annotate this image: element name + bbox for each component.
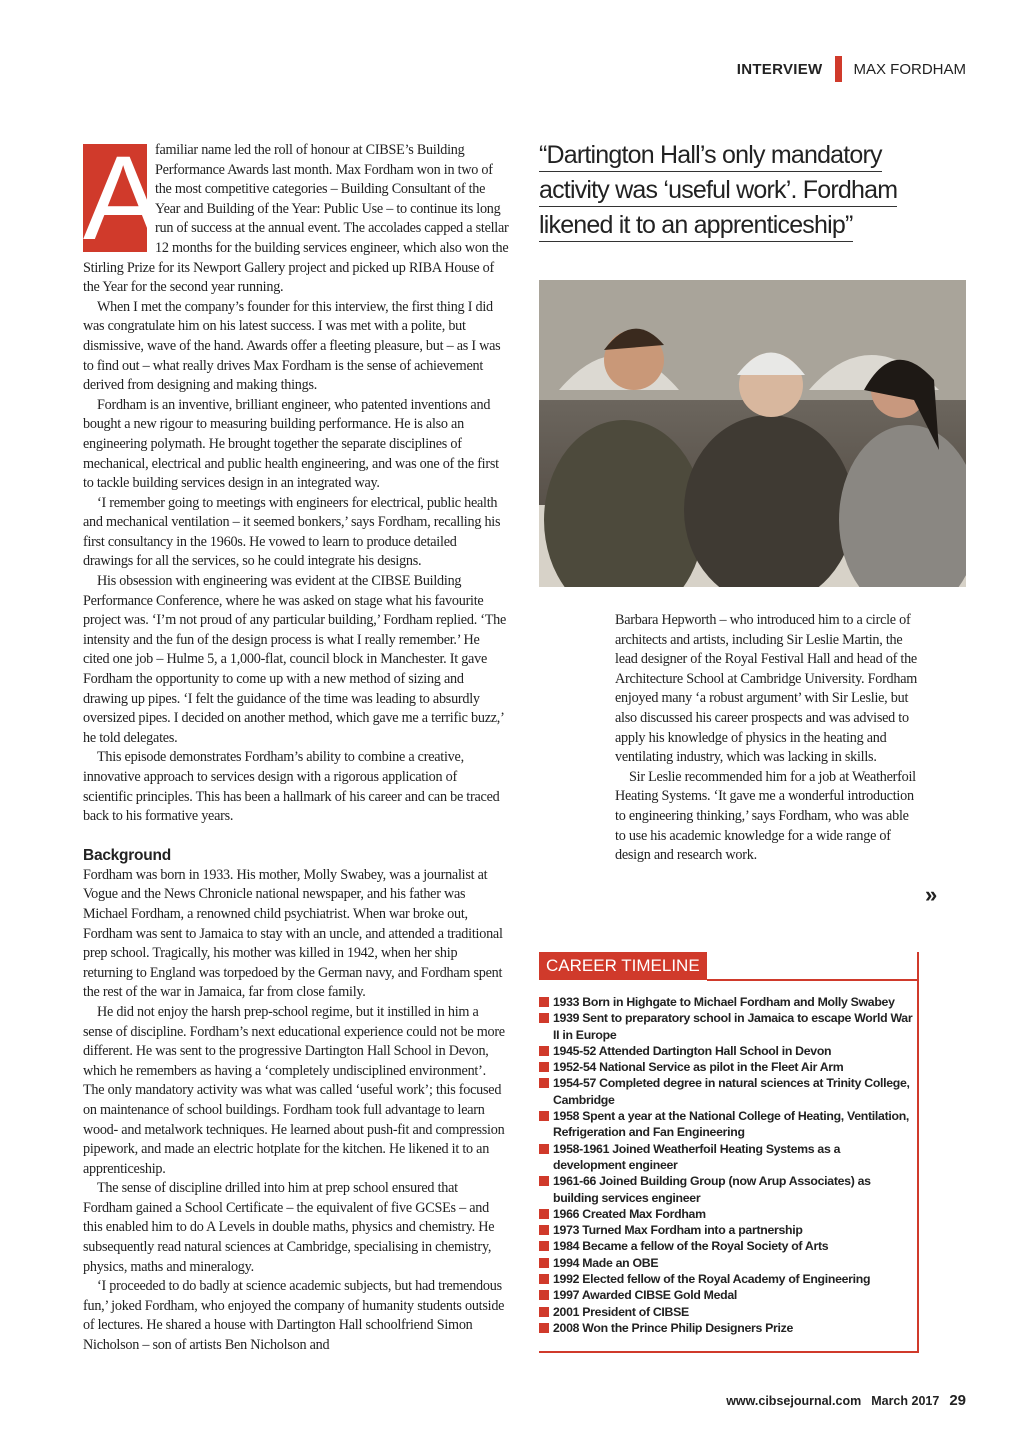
paragraph: When I met the company’s founder for this interview, the first thing I did was congratulate him on his latest success. I was met with a polite, but dismissive, wave of the hand. Awards offer a fleeting pleasure, but – as I was to find out – what really drives Max Fordham is the sense of achievement derived from designing and making things. [83, 298, 501, 394]
pull-quote [539, 138, 924, 243]
bullet-square-icon [539, 1274, 549, 1284]
paragraph: Fordham is an inventive, brilliant engineer, who patented inventions and bought a new rigour to measuring building performance. He is also an engineering polymath. He brought together the separate disciplines of mechanical, electrical and public health engineering, and was one of the first to tackle building services design in an integrated way. [83, 396, 499, 492]
timeline-item [539, 1206, 915, 1222]
article-left-column [83, 131, 509, 1356]
bullet-square-icon [539, 1062, 549, 1072]
continue-arrow-icon: » [925, 882, 938, 907]
bullet-square-icon [539, 1111, 549, 1121]
paragraph: This episode demonstrates Fordham’s ability to combine a creative, innovative approach to services design with a rigorous application of scientific principles. This has been a hallmark of his career and can be traced back to his formative years. [83, 749, 500, 825]
bullet-square-icon [539, 1176, 549, 1186]
timeline-item [539, 1010, 915, 1043]
timeline-item [539, 1304, 915, 1320]
paragraph: ‘I remember going to meetings with engineers for electrical, public health and mechanical ventilation – it seemed bonkers,’ says Fordham, recalling his first consultancy in the 1960s. He vowed to learn to produce detailed drawings for all the services, so he could integrate his designs. [83, 494, 501, 570]
timeline-item [539, 1075, 915, 1108]
photo-illustration [539, 280, 966, 587]
bullet-square-icon [539, 1290, 549, 1300]
timeline-title: CAREER TIMELINE [539, 952, 707, 980]
timeline-item [539, 1173, 915, 1206]
bullet-square-icon [539, 1225, 549, 1235]
page-header [737, 56, 966, 82]
pull-quote-line: likened it to an apprenticeship” [539, 211, 853, 242]
subject-label: MAX FORDHAM [853, 60, 966, 78]
timeline-item-text: 1939 Sent to preparatory school in Jamaica to escape World War II in Europe [553, 1011, 913, 1042]
timeline-item [539, 1108, 915, 1141]
section-label: INTERVIEW [736, 60, 823, 78]
bullet-square-icon [539, 1241, 549, 1251]
bullet-square-icon [539, 1013, 549, 1023]
paragraph: He did not enjoy the harsh prep-school regime, but it instilled in him a sense of discipline. Fordham’s next educational experience could not be more different. He was sent to the progressive Dartington Hall School in Devon, which he remembers as having a ‘completely undisciplined environment’. The only mandatory activity was what was called ‘useful work’; this focused on maintenance of school buildings. Fordham took full advantage to learn wood- and metalwork techniques. He learned about push-fit and compression pipework, and made an electric hotplate for the kitchen. He likened it to an apprenticeship. [83, 1003, 505, 1177]
bullet-square-icon [539, 1307, 549, 1317]
timeline-item [539, 994, 915, 1010]
timeline-item-text: 2001 President of CIBSE [553, 1304, 689, 1319]
timeline-item-text: 1966 Created Max Fordham [553, 1206, 706, 1221]
paragraph: The sense of discipline drilled into him at prep school ensured that Fordham gained a School Certificate – the equivalent of five GCSEs – and this enabled him to do A Levels in double maths, physics and chemistry. He subsequently read natural sciences at Cambridge, specialising in chemistry, physics, maths and mineralogy. [83, 1180, 495, 1275]
bullet-square-icon [539, 1078, 549, 1088]
paragraph: Fordham was born in 1933. His mother, Molly Swabey, was a journalist at Vogue and the News Chronicle national newspaper, and his father was Michael Fordham, a renowned child psychiatrist. When war broke out, Fordham was sent to Jamaica to stay with an uncle, and attended a traditional prep school. Tragically, his mother was killed in 1942, when her ship returning to England was torpedoed by the German navy, and Fordham spent the rest of the war in Jamaica, far from close family. [83, 866, 503, 1001]
paragraph: ‘I proceeded to do badly at science academic subjects, but had tremendous fun,’ joked Fordham, who enjoyed the company of humanity students outside of lectures. He shared a house with Dartington Hall schoolfriend Simon Nicholson – son of artists Ben Nicholson and [83, 1278, 505, 1354]
timeline-item-text: 1997 Awarded CIBSE Gold Medal [553, 1288, 738, 1303]
timeline-item-text: 1945-52 Attended Dartington Hall School in Devon [553, 1043, 832, 1058]
timeline-rule [707, 979, 917, 981]
footer-date: March 2017 [871, 1394, 940, 1408]
timeline-item-text: 1958 Spent a year at the National College of Heating, Ventilation, Refrigeration and Fan Engineering [553, 1109, 910, 1140]
bullet-square-icon [539, 1046, 549, 1056]
page-number: 29 [949, 1392, 966, 1409]
paragraph: His obsession with engineering was evident at the CIBSE Building Performance Conference, where he was asked on stage what his favourite project was. ‘I’m not proud of any particular building,’ Fordham replied. ‘The intensity and the fun of the design process is what I really remember.’ He cited one job – Hulme 5, a 1,000-flat, council block in Manchester. It gave Fordham the opportunity to come up with a new method of sizing and drawing up pipes. ‘I felt the guidance of the time was leading to absurdly oversized pipes. I decided on another method, which gave me a terrific buzz,’ he told delegates. [83, 573, 507, 746]
article-right-column [615, 611, 921, 866]
timeline-item-text: 1994 Made an OBE [553, 1255, 659, 1270]
timeline-item-text: 1954-57 Completed degree in natural sciences at Trinity College, Cambridge [553, 1076, 910, 1107]
bullet-square-icon [539, 1209, 549, 1219]
paragraph: Sir Leslie recommended him for a job at Weatherfoil Heating Systems. ‘It gave me a wonderful introduction to engineering thinking,’ says Fordham, who was able to use his academic knowledge for a wide range of design and research work. [615, 768, 916, 864]
pull-quote-line: activity was ‘useful work’. Fordham [539, 176, 897, 207]
section-heading: Background [83, 846, 171, 864]
timeline-item [539, 1141, 915, 1174]
header-divider [835, 56, 842, 82]
bullet-square-icon [539, 1323, 549, 1333]
timeline-item [539, 1271, 915, 1287]
timeline-item [539, 1238, 915, 1254]
timeline-item-text: 1952-54 National Service as pilot in the Fleet Air Arm [553, 1060, 844, 1075]
pull-quote-line: “Dartington Hall’s only mandatory [539, 141, 882, 172]
article-photo [539, 280, 966, 587]
timeline-item [539, 1287, 915, 1303]
timeline-item-text: 1984 Became a fellow of the Royal Society of Arts [553, 1239, 829, 1254]
timeline-list [539, 994, 915, 1336]
timeline-item [539, 1320, 915, 1336]
timeline-item-text: 1958-1961 Joined Weatherfoil Heating Systems as a development engineer [553, 1141, 841, 1172]
timeline-item-text: 1961-66 Joined Building Group (now Arup Associates) as building services engineer [553, 1174, 871, 1205]
timeline-item-text: 1933 Born in Highgate to Michael Fordham and Molly Swabey [553, 995, 895, 1009]
timeline-item-text: 2008 Won the Prince Philip Designers Prize [553, 1320, 794, 1335]
career-timeline-box [539, 952, 919, 1353]
timeline-item [539, 1043, 915, 1059]
timeline-item [539, 1255, 915, 1271]
paragraph: Barbara Hepworth – who introduced him to a circle of architects and artists, including Sir Leslie Martin, the lead designer of the Royal Festival Hall and head of the Architecture School at Cambridge University. Fordham enjoyed many ‘a robust argument’ with Sir Leslie, but also discussed his career prospects and was advised to apply his knowledge of physics in the heating and ventilating industry, which was lacking in skills. [615, 612, 918, 766]
drop-cap: A [83, 131, 163, 265]
timeline-item [539, 1059, 915, 1075]
bullet-square-icon [539, 997, 549, 1007]
paragraph: familiar name led the roll of honour at CIBSE’s Building Performance Awards last month. Max Fordham won in two of the most competitive categories – Building Consultant of the Year and Building of the Year: Public Use – to continue its long run of success at the annual event. The accolades capped a stellar 12 months for the building services engineer, which also won the Stirling Prize for its Newport Gallery project and picked up RIBA House of the Year for the second year running. [83, 142, 509, 296]
bullet-square-icon [539, 1258, 549, 1268]
timeline-item [539, 1222, 915, 1238]
page-footer [726, 1392, 966, 1409]
bullet-square-icon [539, 1144, 549, 1154]
footer-url: www.cibsejournal.com [726, 1394, 862, 1408]
timeline-item-text: 1973 Turned Max Fordham into a partnership [553, 1223, 803, 1238]
timeline-item-text: 1992 Elected fellow of the Royal Academy of Engineering [553, 1272, 871, 1287]
